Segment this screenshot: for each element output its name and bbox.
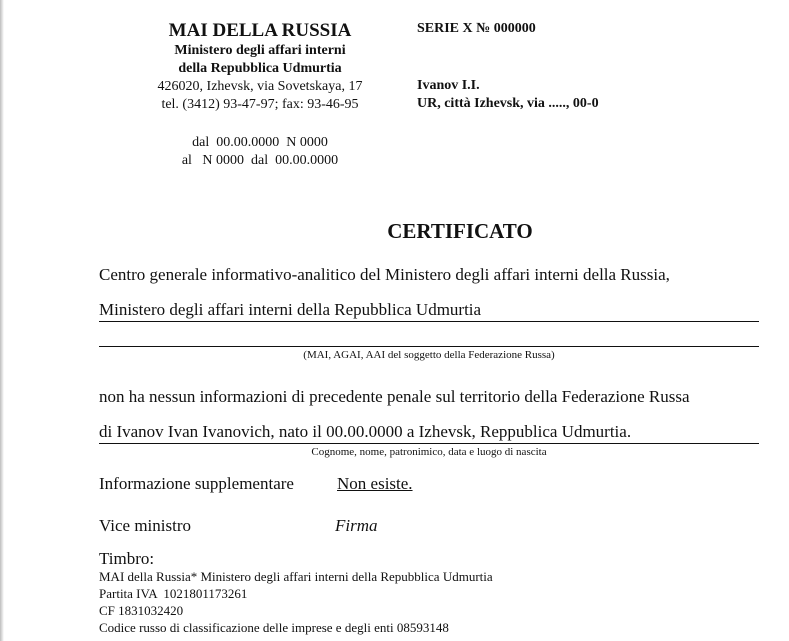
org-title: MAI DELLA RUSSIA	[168, 20, 352, 41]
stamp-line-4: Codice russo di classificazione delle imprese e degli enti 08593148	[99, 620, 449, 635]
org-address: 426020, Izhevsk, via Sovetskaya, 17	[157, 79, 363, 94]
stamp-line-1: MAI della Russia* Ministero degli affari interni della Repubblica Udmurtia	[99, 569, 493, 584]
ministry-line-2: della Repubblica Udmurtia	[178, 61, 342, 76]
ref-line-1: dal 00.00.0000 N 0000	[192, 135, 328, 150]
ref-line-2: al N 0000 dal 00.00.0000	[181, 153, 339, 168]
stamp-label: Timbro:	[99, 549, 155, 568]
supplementary-label: Informazione supplementare	[99, 474, 294, 493]
serie-number: SERIE X № 000000	[417, 21, 536, 36]
stamp-line-3: CF 1831032420	[99, 603, 184, 618]
ministry-line-1: Ministero degli affari interni	[174, 43, 346, 58]
body-line-2: Ministero degli affari interni della Repubblica Udmurtia	[99, 300, 482, 319]
recipient-address: UR, città Izhevsk, via ....., 00-0	[417, 96, 599, 111]
authority-caption: (MAI, AGAI, AAI del soggetto della Federazione Russa)	[303, 349, 555, 361]
org-phone: tel. (3412) 93-47-97; fax: 93-46-95	[161, 97, 359, 112]
body-line-4: di Ivanov Ivan Ivanovich, nato il 00.00.0000 a Izhevsk, Reppublica Udmurtia.	[99, 422, 632, 441]
body-line-3: non ha nessun informazioni di precedente penale sul territorio della Federazione Russa	[99, 387, 690, 406]
underline-1	[99, 321, 759, 322]
body-line-1: Centro generale informativo-analitico del Ministero degli affari interni della Russia,	[99, 265, 670, 284]
page-edge-shadow	[0, 0, 4, 641]
underline-3	[99, 443, 759, 444]
recipient-name: Ivanov I.I.	[417, 78, 480, 93]
signature: Firma	[335, 516, 378, 535]
supplementary-value: Non esiste.	[337, 474, 413, 493]
underline-2	[99, 346, 759, 347]
document-title: CERTIFICATO	[387, 219, 533, 243]
signer-title: Vice ministro	[99, 516, 191, 535]
stamp-line-2: Partita IVA 1021801173261	[99, 586, 248, 601]
person-caption: Cognome, nome, patronimico, data e luogo di nascita	[311, 446, 547, 458]
